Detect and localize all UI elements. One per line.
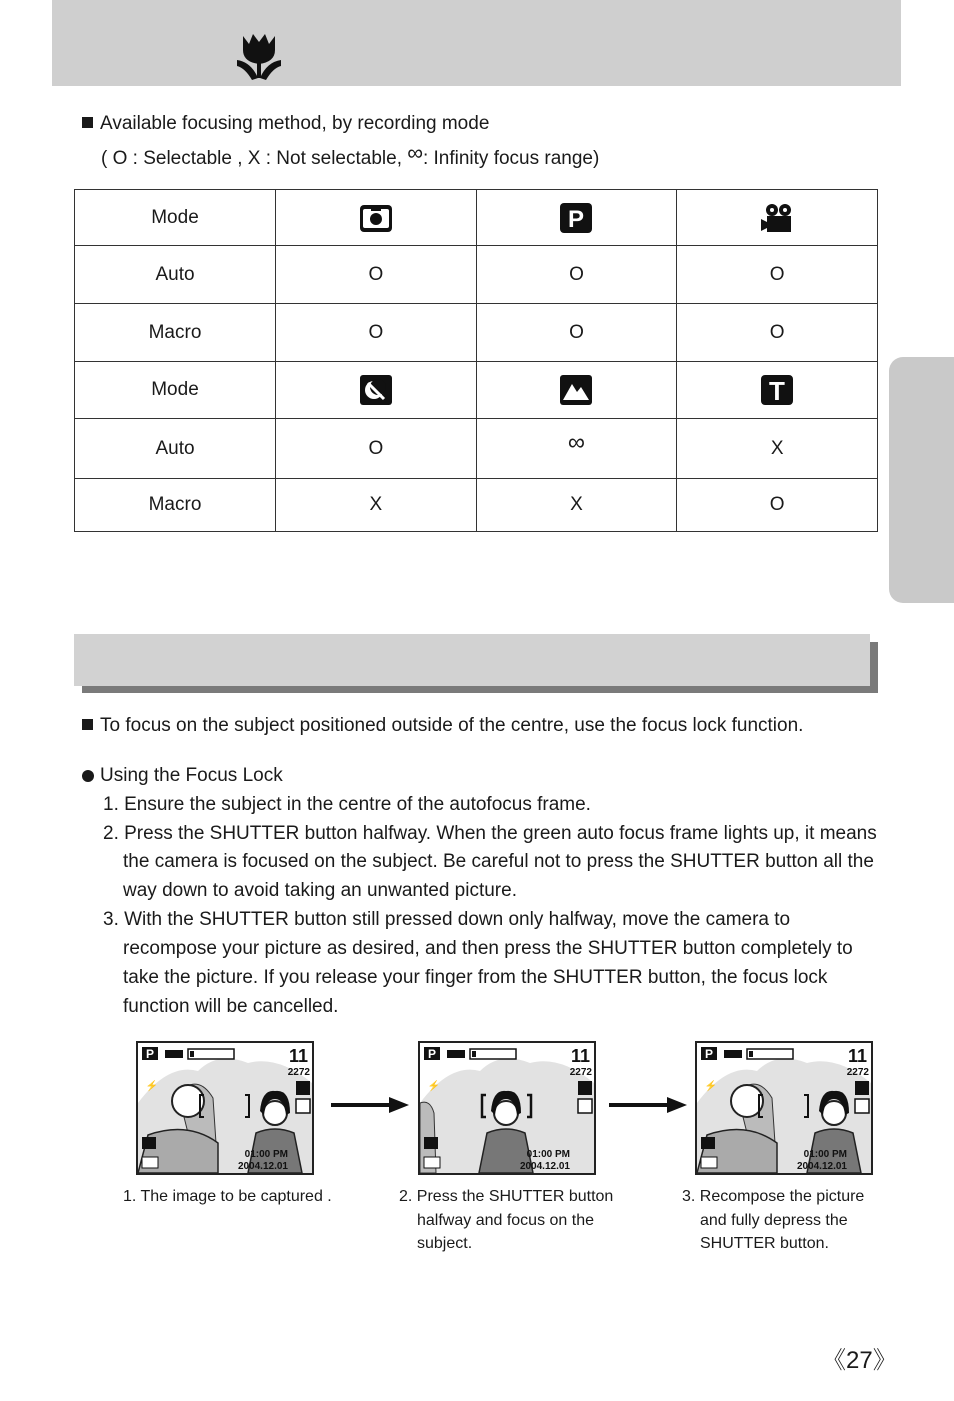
movie-mode-cell: [677, 190, 878, 246]
night-mode-cell: [276, 362, 477, 419]
svg-text:⚡: ⚡: [704, 1081, 718, 1092]
focus-method-table: [74, 189, 878, 532]
step-1: 1. Ensure the subject in the centre of the autofocus frame.: [103, 794, 591, 815]
mode-header-cell: Mode: [75, 362, 276, 419]
lcd-screen-2: [418, 1041, 596, 1175]
svg-text:2004.12.01: 2004.12.01: [519, 1161, 570, 1172]
svg-text:2004.12.01: 2004.12.01: [796, 1161, 847, 1172]
side-tab: [889, 357, 954, 603]
svg-text:2272: 2272: [287, 1067, 310, 1078]
svg-text:01:00 PM: 01:00 PM: [526, 1149, 570, 1160]
arrow-right-icon: [609, 1097, 687, 1113]
svg-text:2272: 2272: [569, 1067, 592, 1078]
svg-text:11: 11: [288, 1046, 308, 1066]
table-row: [75, 190, 878, 246]
lcd-scene-illustration: [420, 1043, 594, 1173]
bullet-square-icon: [82, 719, 93, 730]
program-mode-cell: [476, 190, 677, 246]
table-row: Auto O ∞ X: [75, 419, 878, 479]
caption-1: 1. The image to be captured .: [123, 1188, 332, 1205]
svg-text:T: T: [769, 376, 786, 406]
table-row: Auto O O O: [75, 246, 878, 304]
header-banner: [52, 0, 901, 86]
macro-flower-icon: [235, 30, 283, 84]
arrow-right-icon: [331, 1097, 409, 1113]
intro-line: Available focusing method, by recording mode: [82, 112, 489, 136]
focus-lock-heading: Using the Focus Lock: [82, 764, 283, 788]
landscape-mode-cell: [476, 362, 677, 419]
svg-text:⚡: ⚡: [145, 1081, 159, 1092]
caption-2: 2. Press the SHUTTER button halfway and focus on the subject.: [399, 1188, 614, 1252]
svg-text:P: P: [145, 1047, 155, 1061]
table-row: Macro O O O: [75, 304, 878, 362]
focus-lock-note: To focus on the subject positioned outside of the centre, use the focus lock function.: [82, 714, 803, 738]
step-2: 2. Press the SHUTTER button halfway. When the green auto focus frame lights up, it means: [103, 823, 877, 844]
program-icon: [559, 202, 593, 234]
page-number: 《27》: [822, 1347, 897, 1374]
svg-text:11: 11: [847, 1046, 867, 1066]
lcd-screen-1: [136, 1041, 314, 1175]
caption-3: 3. Recompose the picture and fully depress the SHUTTER button.: [682, 1188, 865, 1252]
text-mode-cell: [677, 362, 878, 419]
night-scene-icon: [359, 374, 393, 406]
camera-icon: [359, 202, 393, 234]
table-row: [75, 362, 878, 419]
svg-text:11: 11: [570, 1046, 590, 1066]
svg-text:01:00 PM: 01:00 PM: [244, 1149, 288, 1160]
table-row: Macro X X O: [75, 479, 878, 532]
text-icon: [760, 374, 794, 406]
svg-text:P: P: [704, 1047, 714, 1061]
svg-text:01:00 PM: 01:00 PM: [803, 1149, 847, 1160]
lcd-scene-illustration: [138, 1043, 312, 1173]
bullet-square-icon: [82, 117, 93, 128]
section-heading-bar: [74, 634, 870, 686]
step-3: 3. With the SHUTTER button still pressed down only halfway, move the camera to: [103, 909, 791, 930]
movie-icon: [760, 202, 794, 234]
lcd-scene-illustration: [697, 1043, 871, 1173]
lcd-screen-3: [695, 1041, 873, 1175]
legend-line: ( O : Selectable , X : Not selectable, ∞: Infinity focus range): [101, 140, 600, 169]
mode-header-cell: Mode: [75, 190, 276, 246]
svg-text:P: P: [427, 1047, 437, 1061]
svg-text:2004.12.01: 2004.12.01: [237, 1161, 288, 1172]
bullet-dot-icon: [82, 770, 94, 782]
camera-mode-cell: [276, 190, 477, 246]
svg-text:⚡: ⚡: [427, 1081, 441, 1092]
svg-text:P: P: [568, 205, 585, 233]
svg-text:2272: 2272: [846, 1067, 869, 1078]
landscape-icon: [559, 374, 593, 406]
